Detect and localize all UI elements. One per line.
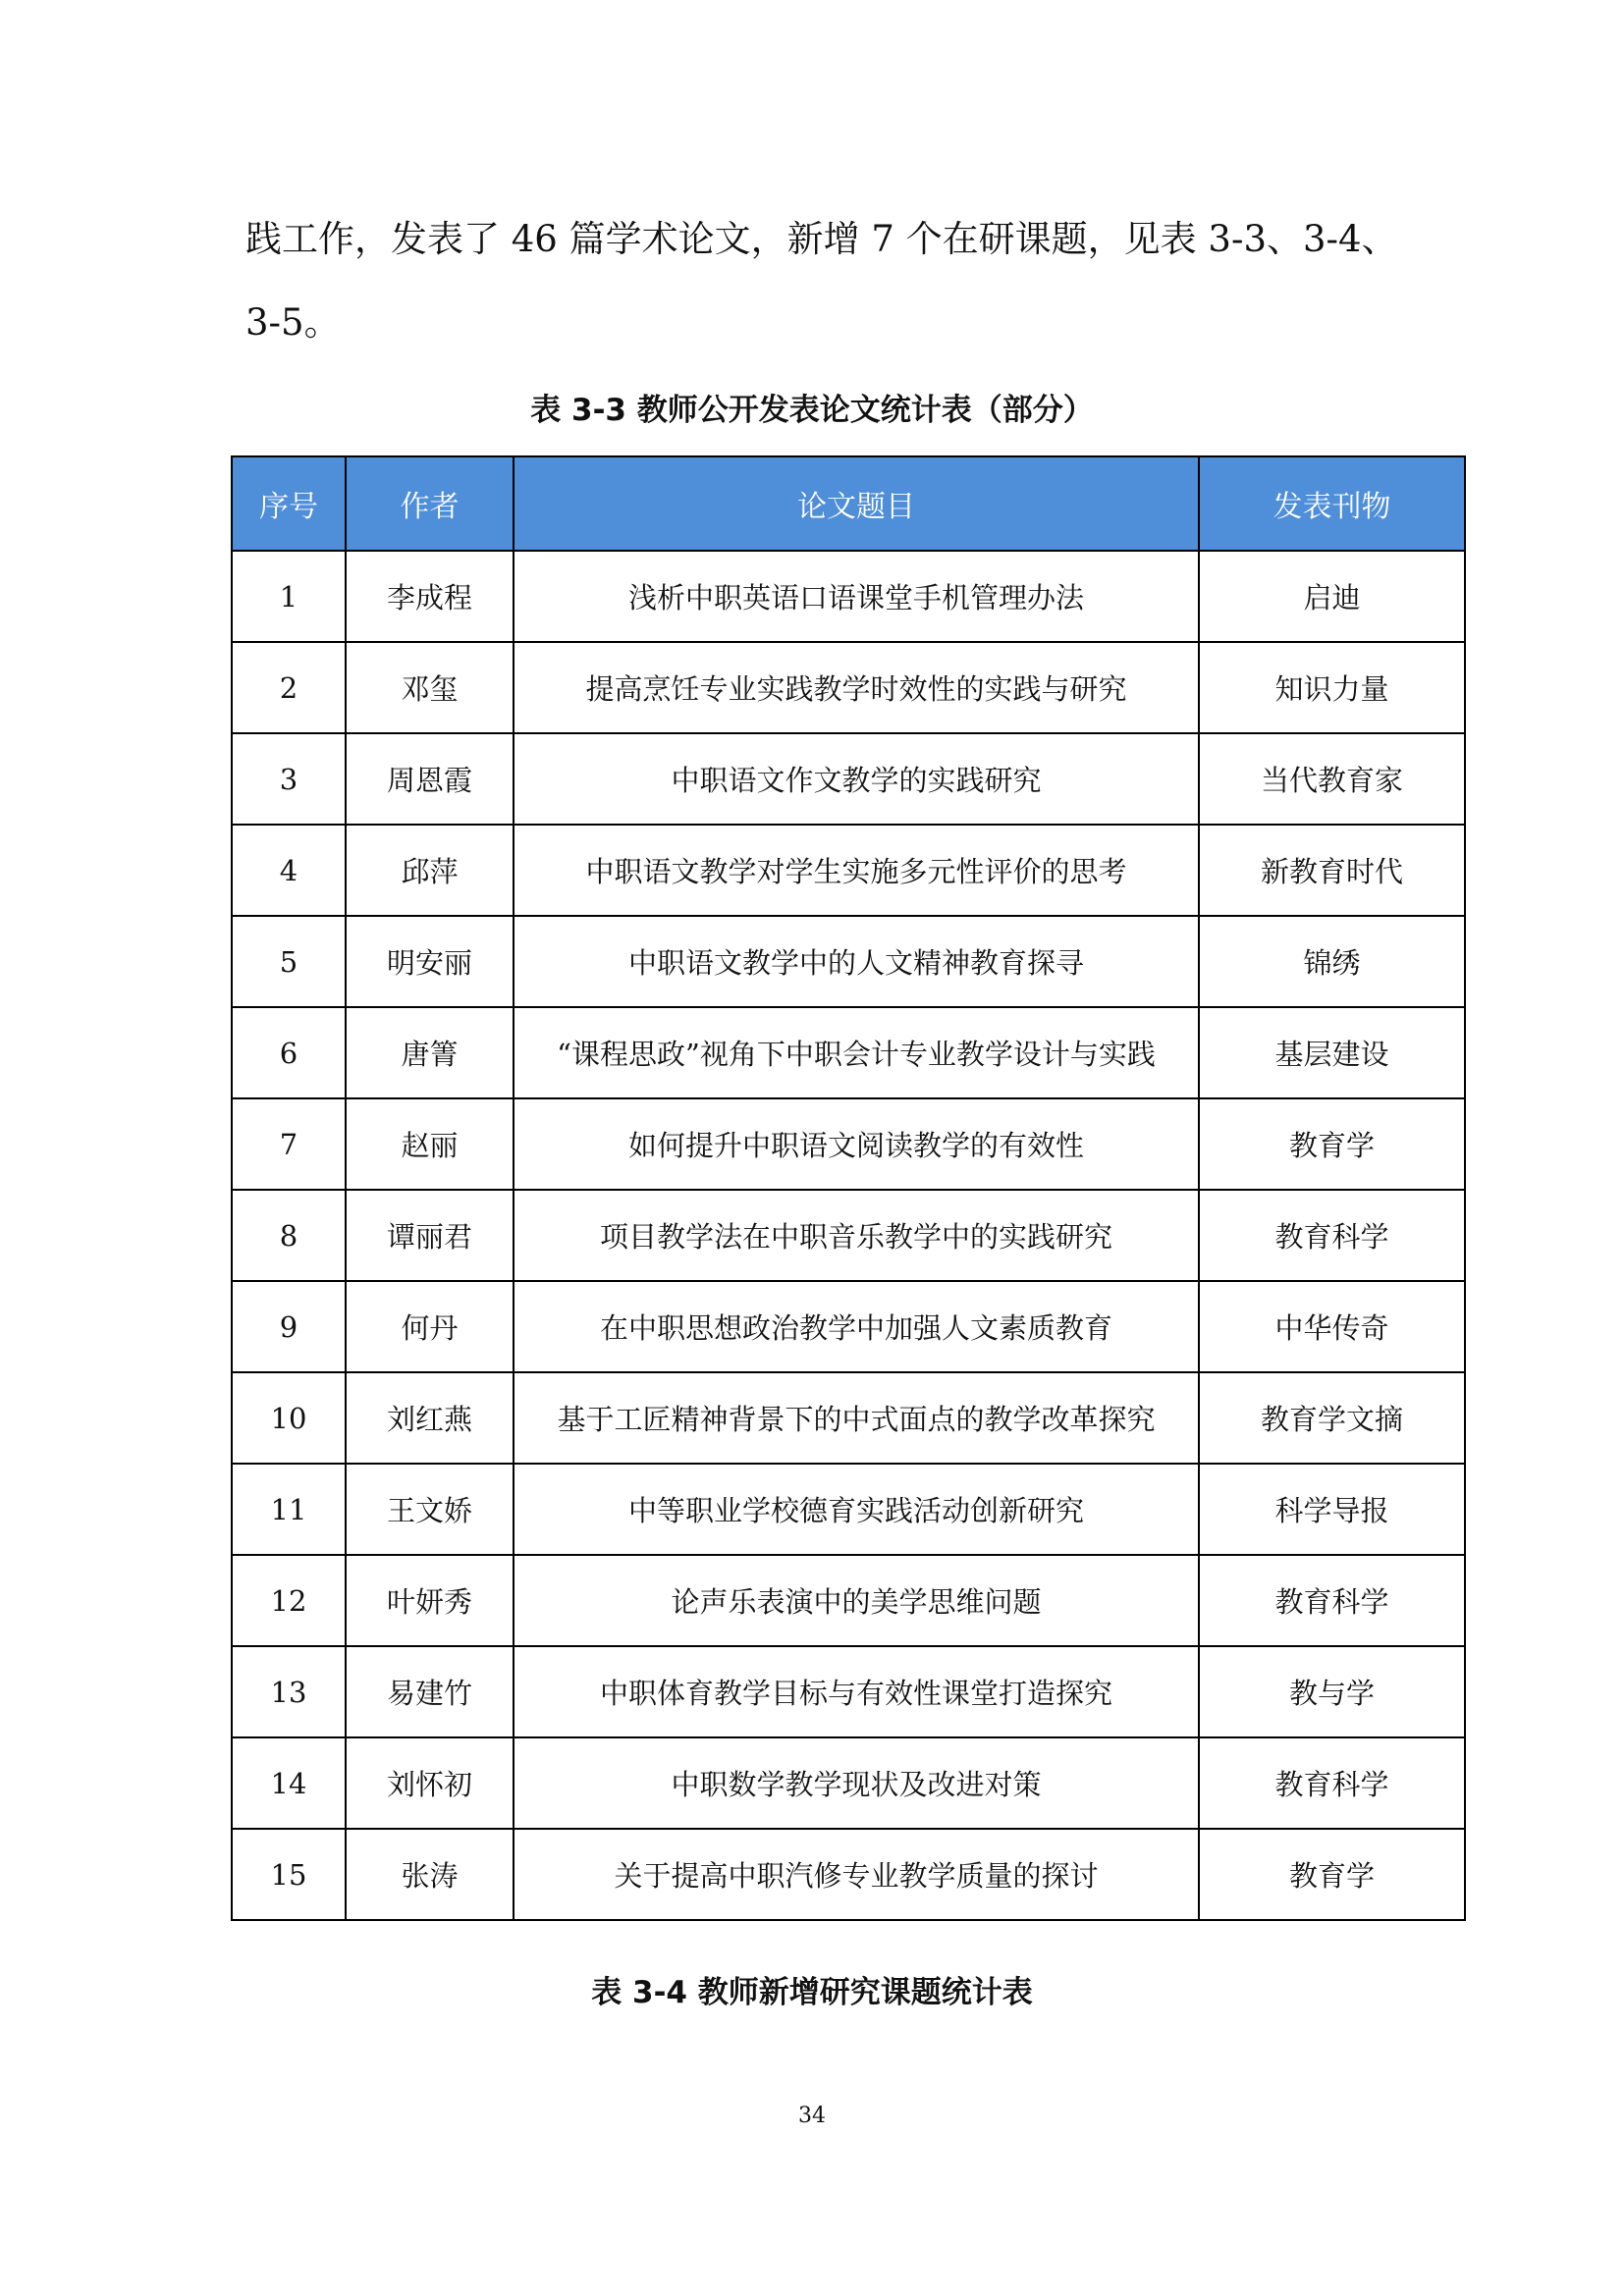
papers-table-body <box>232 551 1465 1920</box>
cell-author: 刘怀初 <box>346 1737 514 1829</box>
cell-paper-title: 中职语文作文教学的实践研究 <box>514 733 1199 825</box>
header-serial-number: 序号 <box>232 456 346 551</box>
cell-journal: 启迪 <box>1199 551 1465 642</box>
cell-serial-number: 13 <box>232 1646 346 1737</box>
table-row <box>232 551 1465 642</box>
cell-paper-title: 浅析中职英语口语课堂手机管理办法 <box>514 551 1199 642</box>
header-paper-title: 论文题目 <box>514 456 1199 551</box>
cell-serial-number: 9 <box>232 1281 346 1372</box>
cell-journal: 教育科学 <box>1199 1190 1465 1281</box>
cell-journal: 中华传奇 <box>1199 1281 1465 1372</box>
cell-serial-number: 3 <box>232 733 346 825</box>
table-row <box>232 1372 1465 1464</box>
cell-paper-title: 关于提高中职汽修专业教学质量的探讨 <box>514 1829 1199 1920</box>
cell-paper-title: 中职语文教学中的人文精神教育探寻 <box>514 916 1199 1007</box>
header-journal: 发表刊物 <box>1199 456 1465 551</box>
cell-paper-title: 基于工匠精神背景下的中式面点的教学改革探究 <box>514 1372 1199 1464</box>
table-row <box>232 1737 1465 1829</box>
table-row <box>232 825 1465 916</box>
table-row <box>232 1646 1465 1737</box>
papers-table <box>231 455 1466 1921</box>
cell-paper-title: 中职体育教学目标与有效性课堂打造探究 <box>514 1646 1199 1737</box>
cell-author: 唐箐 <box>346 1007 514 1098</box>
cell-author: 刘红燕 <box>346 1372 514 1464</box>
table-3-4-caption: 表 3-4 教师新增研究课题统计表 <box>591 1975 1033 2010</box>
cell-author: 邓玺 <box>346 642 514 733</box>
cell-author: 邱萍 <box>346 825 514 916</box>
cell-journal: 锦绣 <box>1199 916 1465 1007</box>
cell-paper-title: 如何提升中职语文阅读教学的有效性 <box>514 1098 1199 1190</box>
table-row <box>232 642 1465 733</box>
cell-paper-title: 中职数学教学现状及改进对策 <box>514 1737 1199 1829</box>
cell-paper-title: 中等职业学校德育实践活动创新研究 <box>514 1464 1199 1555</box>
table-header-row <box>232 456 1465 551</box>
cell-journal: 知识力量 <box>1199 642 1465 733</box>
cell-journal: 教育科学 <box>1199 1555 1465 1646</box>
cell-author: 张涛 <box>346 1829 514 1920</box>
cell-journal: 当代教育家 <box>1199 733 1465 825</box>
page-number: 34 <box>798 2104 826 2128</box>
cell-journal: 新教育时代 <box>1199 825 1465 916</box>
cell-serial-number: 4 <box>232 825 346 916</box>
cell-journal: 教育科学 <box>1199 1737 1465 1829</box>
cell-paper-title: 中职语文教学对学生实施多元性评价的思考 <box>514 825 1199 916</box>
cell-paper-title: 提高烹饪专业实践教学时效性的实践与研究 <box>514 642 1199 733</box>
cell-author: 王文娇 <box>346 1464 514 1555</box>
table-row <box>232 733 1465 825</box>
table-row <box>232 1555 1465 1646</box>
table-row <box>232 1098 1465 1190</box>
cell-author: 赵丽 <box>346 1098 514 1190</box>
cell-journal: 教育学 <box>1199 1098 1465 1190</box>
cell-author: 谭丽君 <box>346 1190 514 1281</box>
table-row <box>232 916 1465 1007</box>
cell-paper-title: “课程思政”视角下中职会计专业教学设计与实践 <box>514 1007 1199 1098</box>
cell-serial-number: 11 <box>232 1464 346 1555</box>
table-row <box>232 1190 1465 1281</box>
table-3-3-caption: 表 3-3 教师公开发表论文统计表（部分） <box>530 393 1094 428</box>
table-row <box>232 1007 1465 1098</box>
header-author: 作者 <box>346 456 514 551</box>
cell-paper-title: 项目教学法在中职音乐教学中的实践研究 <box>514 1190 1199 1281</box>
cell-serial-number: 10 <box>232 1372 346 1464</box>
cell-serial-number: 7 <box>232 1098 346 1190</box>
paragraph-line-2: 3-5。 <box>245 301 341 344</box>
cell-serial-number: 8 <box>232 1190 346 1281</box>
cell-serial-number: 15 <box>232 1829 346 1920</box>
cell-journal: 教育学文摘 <box>1199 1372 1465 1464</box>
cell-journal: 科学导报 <box>1199 1464 1465 1555</box>
cell-serial-number: 2 <box>232 642 346 733</box>
cell-author: 明安丽 <box>346 916 514 1007</box>
cell-serial-number: 1 <box>232 551 346 642</box>
cell-paper-title: 在中职思想政治教学中加强人文素质教育 <box>514 1281 1199 1372</box>
cell-journal: 基层建设 <box>1199 1007 1465 1098</box>
cell-author: 叶妍秀 <box>346 1555 514 1646</box>
table-row <box>232 1281 1465 1372</box>
cell-serial-number: 14 <box>232 1737 346 1829</box>
table-row <box>232 1464 1465 1555</box>
cell-author: 易建竹 <box>346 1646 514 1737</box>
cell-serial-number: 12 <box>232 1555 346 1646</box>
paragraph-line-1: 践工作，发表了 46 篇学术论文，新增 7 个在研课题，见表 3-3、3-4、 <box>245 218 1398 260</box>
cell-author: 何丹 <box>346 1281 514 1372</box>
cell-serial-number: 6 <box>232 1007 346 1098</box>
cell-journal: 教与学 <box>1199 1646 1465 1737</box>
cell-author: 李成程 <box>346 551 514 642</box>
cell-journal: 教育学 <box>1199 1829 1465 1920</box>
cell-author: 周恩霞 <box>346 733 514 825</box>
cell-paper-title: 论声乐表演中的美学思维问题 <box>514 1555 1199 1646</box>
cell-serial-number: 5 <box>232 916 346 1007</box>
table-row <box>232 1829 1465 1920</box>
